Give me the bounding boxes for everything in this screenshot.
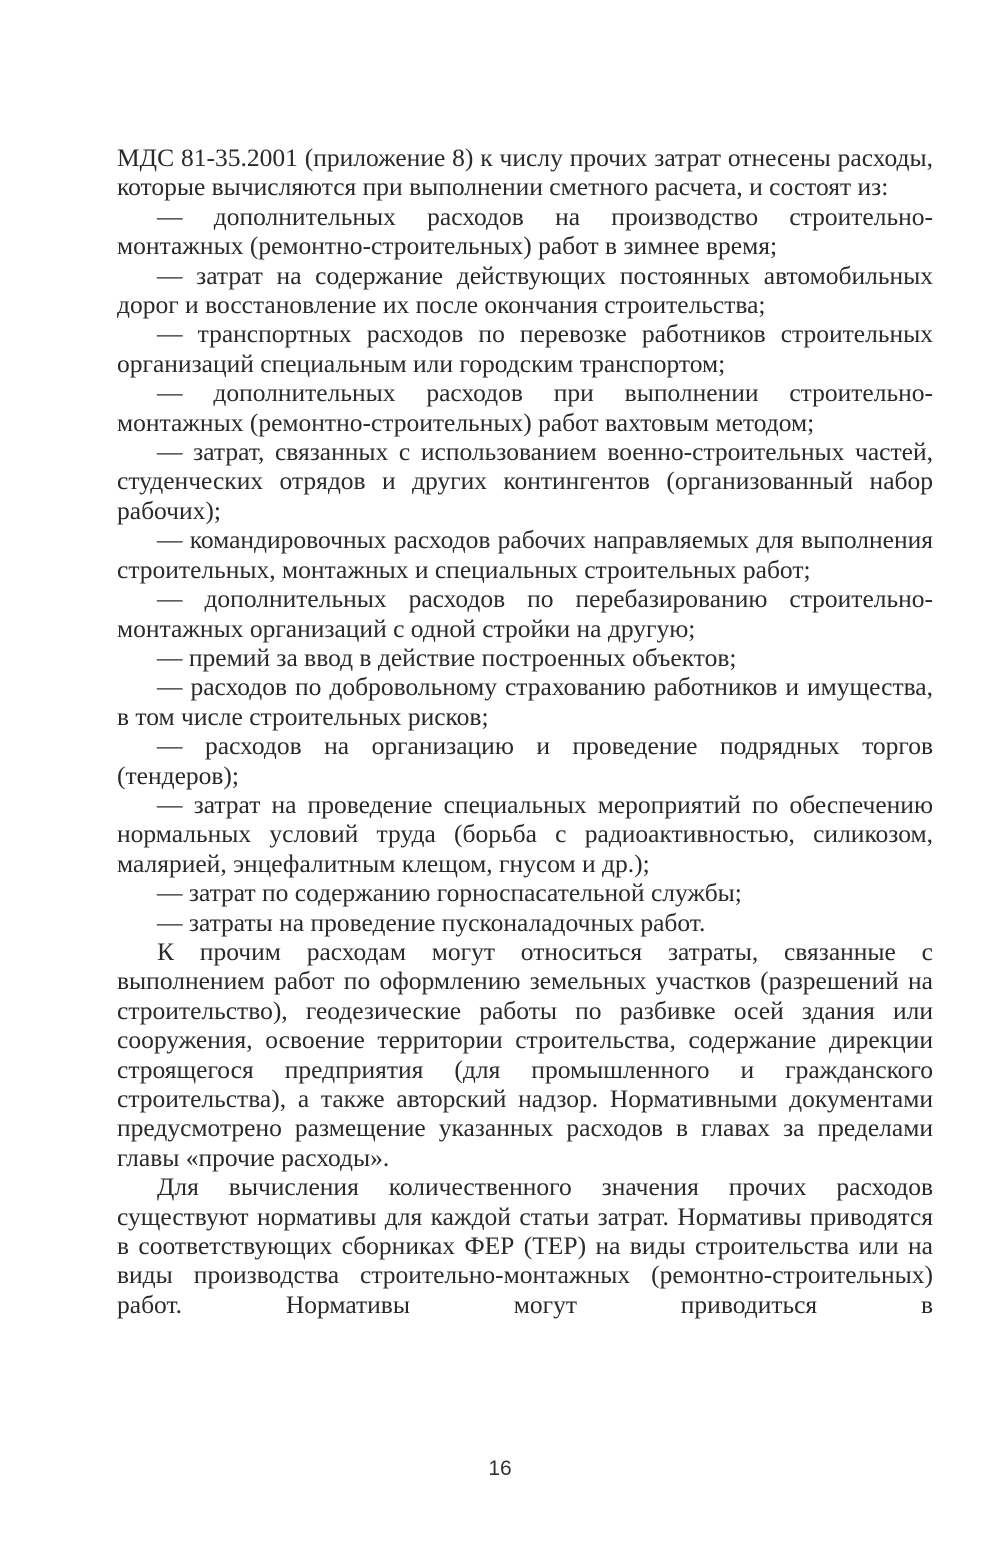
list-item-tenders: — расходов на организацию и проведение подрядных торгов (тендеров); xyxy=(117,731,933,790)
list-item-rotation-method: — дополнительных расходов при выполнении строительно-монтажных (ремонтно-строительных) работ вахтовым методом; xyxy=(117,378,933,437)
list-item-road-maintenance: — затрат на содержание действующих постоянных автомобильных дорог и восстановление их после окончания строительства; xyxy=(117,260,933,320)
list-item-business-trips: — командировочных расходов рабочих направляемых для выполнения строительных, монтажных и специальных строительных работ; xyxy=(117,525,933,584)
list-item-worker-transport: — транспортных расходов по перевозке работников строительных организаций специальным или городским транспортом; xyxy=(117,319,933,378)
list-item-commissioning: — затраты на проведение пусконаладочных работ. xyxy=(157,907,706,937)
list-item-mine-rescue: — затрат по содержанию горноспасательной службы; xyxy=(157,878,742,908)
list-item-winter-costs: — дополнительных расходов на производство строительно-монтажных (ремонтно-строительных) работ в зимнее время; xyxy=(117,201,933,261)
list-item-insurance: — расходов по добровольному страхованию работников и имущества, в том числе строительных рисков; xyxy=(117,672,933,731)
list-item-relocation: — дополнительных расходов по перебазированию строительно-монтажных организаций с одной стройки на другую; xyxy=(117,584,933,643)
paragraph-intro: МДС 81-35.2001 (приложение 8) к числу прочих затрат отнесены расходы, которые вычисляются при выполнении сметного расчета, и состоят из: xyxy=(117,143,933,202)
list-item-bonuses: — премий за ввод в действие построенных объектов; xyxy=(157,642,737,672)
paragraph-other-expenses: К прочим расходам могут относиться затраты, связанные с выполнением работ по оформлению земельных участков (разрешений на строительство), геодезические работы по разбивке осей здания или сооружения, освоение территории строительства, содержание дирекции строящегося предприятия (для промышленного и гражданского строительства), а также авторский надзор. Нормативными документами предусмотрено размещение указанных расходов в главах за пределами главы «прочие расходы». xyxy=(117,936,933,1172)
document-body xyxy=(117,143,933,1319)
list-item-special-measures: — затрат на проведение специальных мероприятий по обеспечению нормальных условий труда (борьба с радиоактивностью, силикозом, малярией, энцефалитным клещом, гнусом и др.); xyxy=(117,789,933,878)
page-number: 16 xyxy=(488,1457,512,1480)
list-item-military-units: — затрат, связанных с использованием военно-строительных частей, студенческих отрядов и других контингентов (организованный набор рабочих); xyxy=(117,437,933,525)
paragraph-norms: Для вычисления количественного значения прочих расходов существуют нормативы для каждой статьи затрат. Нормативы приводятся в соответствующих сборниках ФЕР (ТЕР) на виды строительства или на виды производства строительно-монтажных (ремонтно-строительных) работ. Нормативы могут приводиться в xyxy=(117,1172,933,1319)
